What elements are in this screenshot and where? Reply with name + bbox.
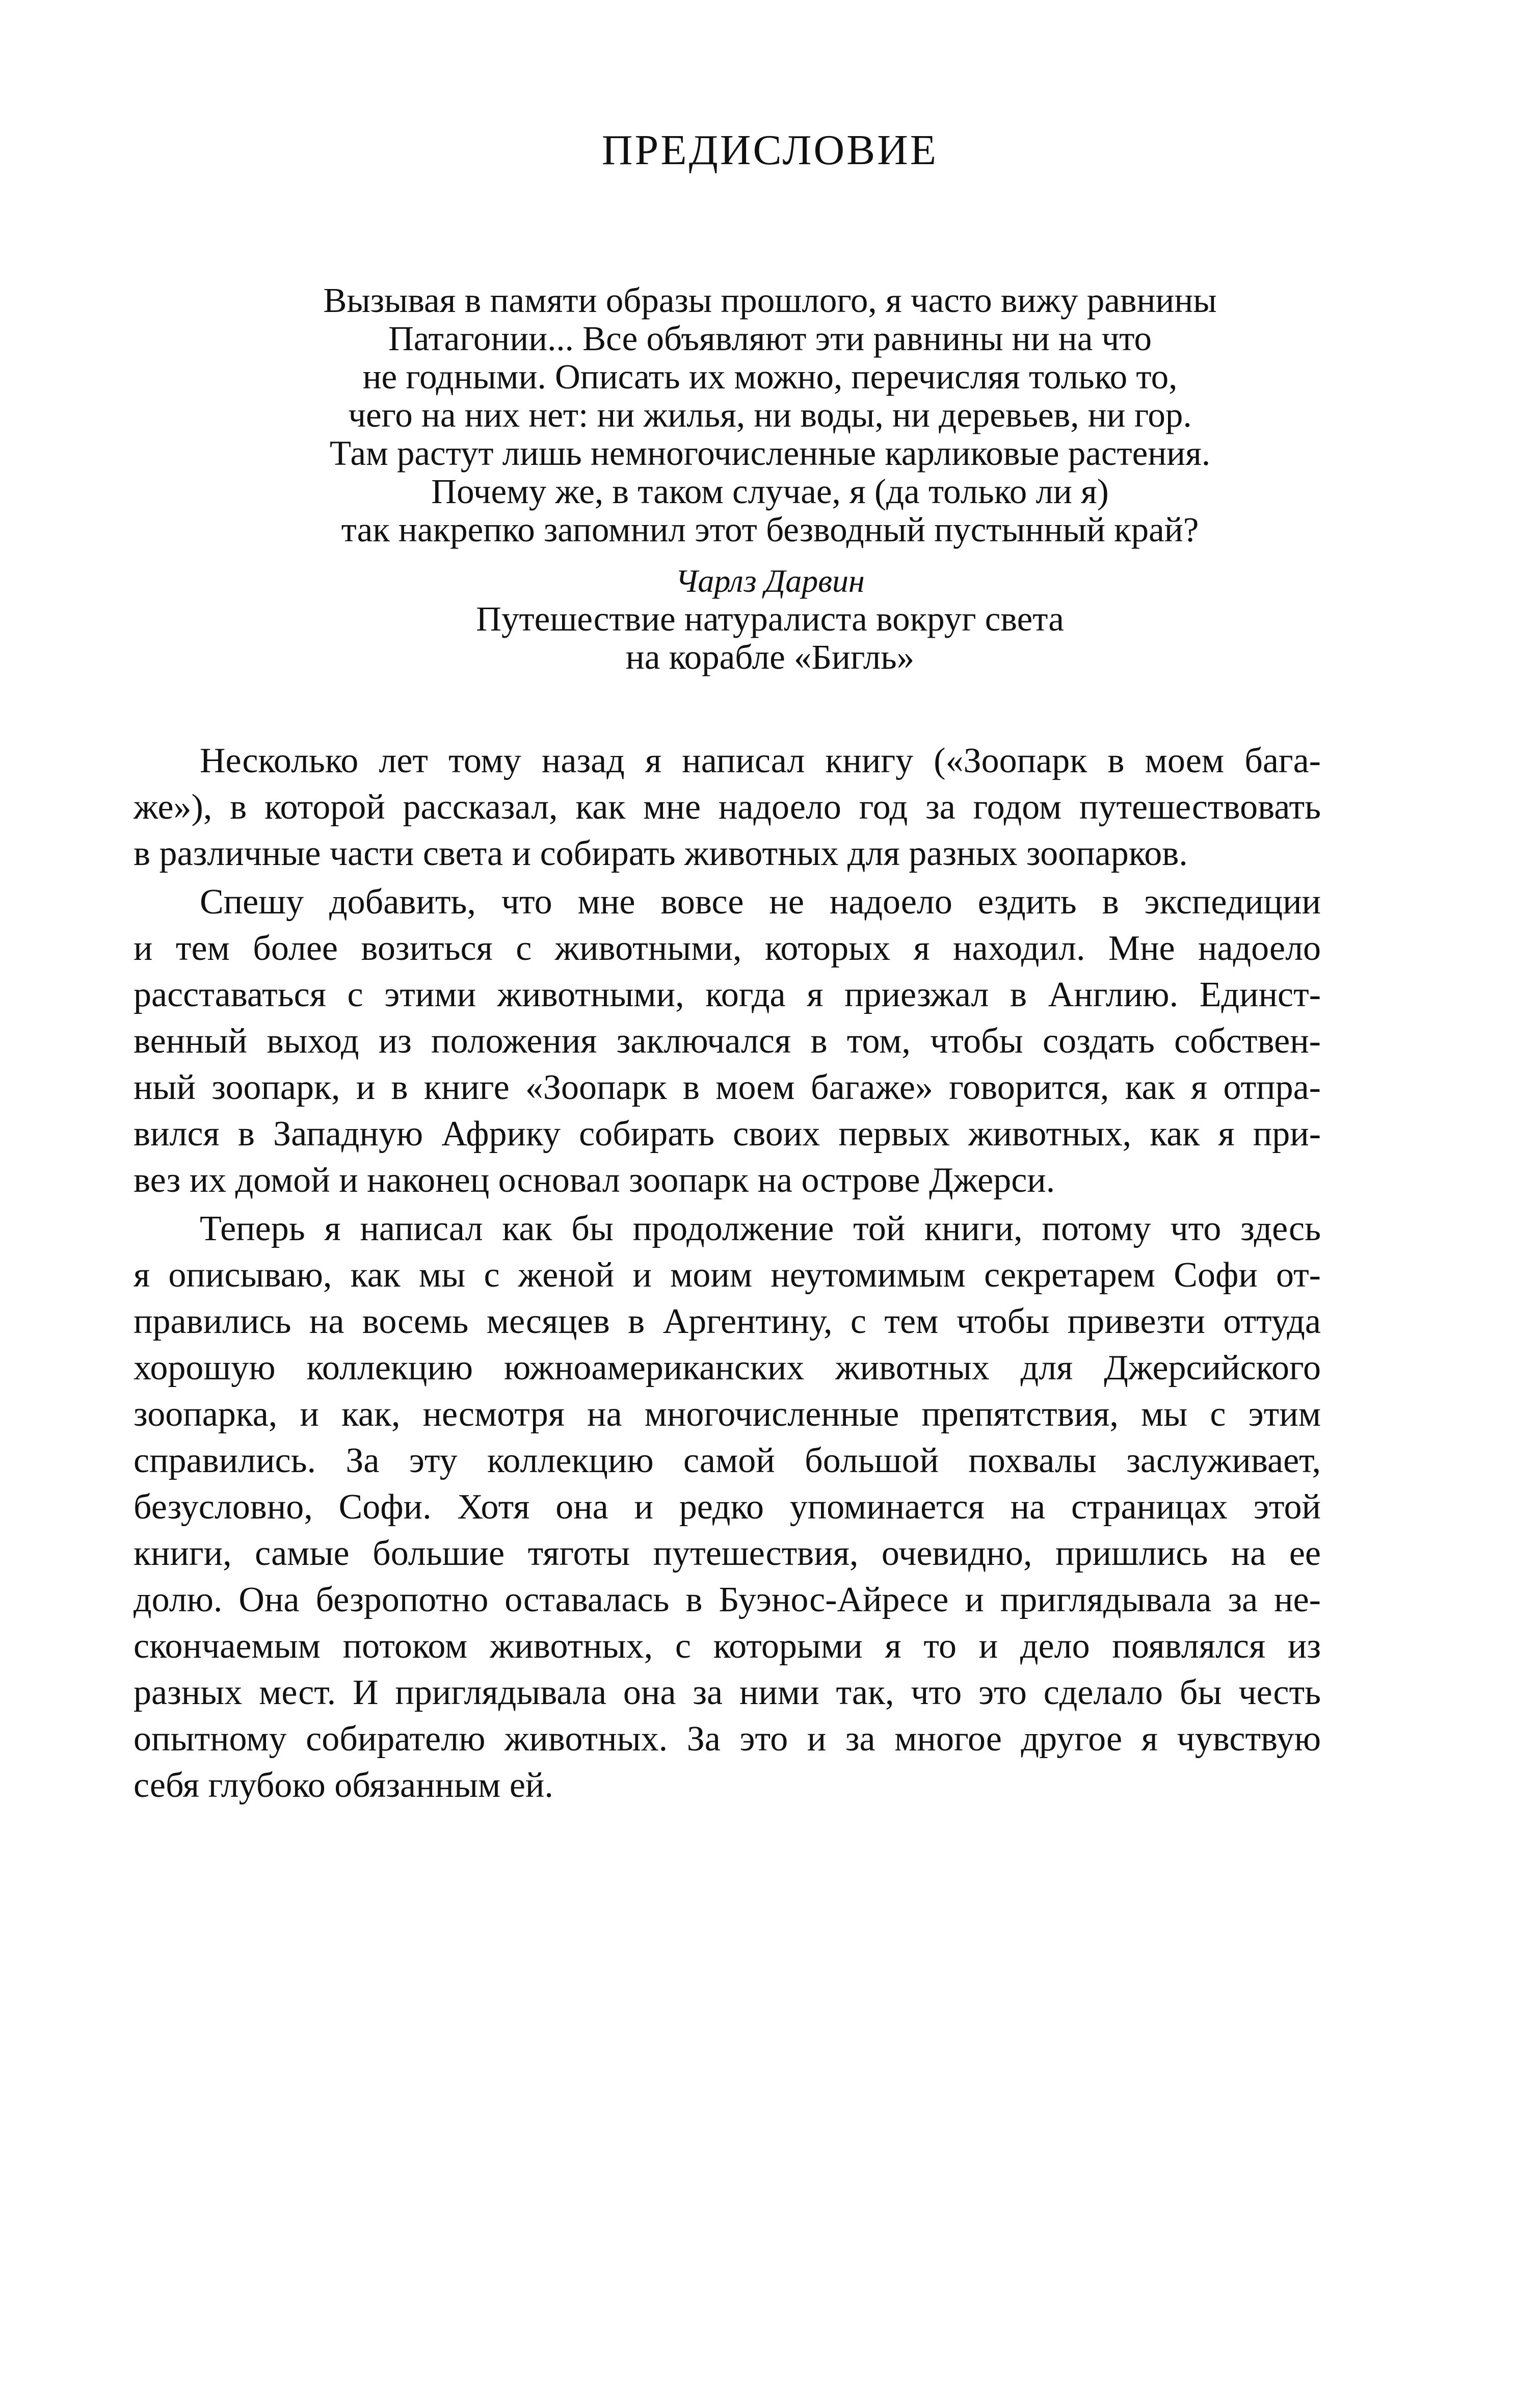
epigraph-line: так накрепко запомнил этот безводный пустынный край? — [341, 510, 1199, 549]
text-line: вез их домой и наконец основал зоопарк на острове Джерси. — [134, 1161, 1055, 1200]
epigraph-line: не годными. Описать их можно, перечисляя только то, — [362, 357, 1178, 396]
text-line: Теперь я написал как бы продолжение той книги, потому что здесь — [200, 1209, 1321, 1248]
text-line: я описываю, как мы с женой и моим неутомимым секретарем Софи от- — [134, 1255, 1321, 1295]
epigraph-attribution — [194, 562, 1346, 676]
epigraph — [194, 281, 1346, 549]
text-line: в различные части света и собирать животных для разных зоопарков. — [134, 834, 1188, 873]
text-line: безусловно, Софи. Хотя она и редко упоминается на страницах этой — [134, 1487, 1321, 1527]
epigraph-source-line: Путешествие натуралиста вокруг света — [476, 599, 1064, 638]
text-line: ный зоопарк, и в книге «Зоопарк в моем багаже» говорится, как я отпра- — [134, 1068, 1321, 1107]
text-line: опытному собирателю животных. За это и за многое другое я чувствую — [134, 1719, 1321, 1759]
paragraph-3 — [134, 1206, 1321, 1809]
text-line: справились. За эту коллекцию самой большой похвалы заслуживает, — [134, 1441, 1321, 1480]
text-line: себя глубоко обязанным ей. — [134, 1766, 553, 1805]
text-line: хорошую коллекцию южноамериканских животных для Джерсийского — [134, 1348, 1321, 1388]
text-line: Несколько лет тому назад я написал книгу («Зоопарк в моем бага- — [200, 741, 1321, 780]
text-line: и тем более возиться с животными, которых я находил. Мне надоело — [134, 929, 1321, 968]
text-line: же»), в которой рассказал, как мне надоело год за годом путешествовать — [134, 788, 1321, 827]
body-text — [134, 738, 1321, 1811]
epigraph-line: Патагонии... Все объявляют эти равнины ни на что — [388, 319, 1152, 358]
epigraph-line: Почему же, в таком случае, я (да только ли я) — [431, 472, 1109, 511]
text-line: правились на восемь месяцев в Аргентину, с тем чтобы привезти оттуда — [134, 1302, 1321, 1341]
text-line: скончаемым потоком животных, с которыми я то и дело появлялся из — [134, 1627, 1321, 1666]
text-line: расставаться с этими животными, когда я приезжал в Англию. Единст- — [134, 975, 1321, 1014]
text-line: книги, самые большие тяготы путешествия, очевидно, пришлись на ее — [134, 1534, 1321, 1573]
paragraph-1 — [134, 738, 1321, 877]
text-line: долю. Она безропотно оставалась в Буэнос-Айресе и приглядывала за не- — [134, 1580, 1321, 1619]
epigraph-source-line: на корабле «Бигль» — [625, 638, 915, 676]
paragraph-2 — [134, 879, 1321, 1203]
page-title: ПРЕДИСЛОВИЕ — [601, 126, 939, 174]
text-line: зоопарка, и как, несмотря на многочисленные препятствия, мы с этим — [134, 1395, 1321, 1434]
text-line: вился в Западную Африку собирать своих первых животных, как я при- — [134, 1114, 1321, 1154]
text-line: венный выход из положения заключался в том, чтобы создать собствен- — [134, 1022, 1321, 1061]
epigraph-line: Там растут лишь немногочисленные карликовые растения. — [329, 434, 1211, 473]
epigraph-line: Вызывая в памяти образы прошлого, я часто вижу равнины — [323, 281, 1217, 320]
epigraph-author: Чарлз Дарвин — [675, 563, 865, 599]
text-line: Спешу добавить, что мне вовсе не надоело ездить в экспедиции — [200, 882, 1321, 922]
epigraph-line: чего на них нет: ни жилья, ни воды, ни деревьев, ни гор. — [348, 396, 1192, 434]
text-line: разных мест. И приглядывала она за ними так, что это сделало бы честь — [134, 1673, 1321, 1712]
